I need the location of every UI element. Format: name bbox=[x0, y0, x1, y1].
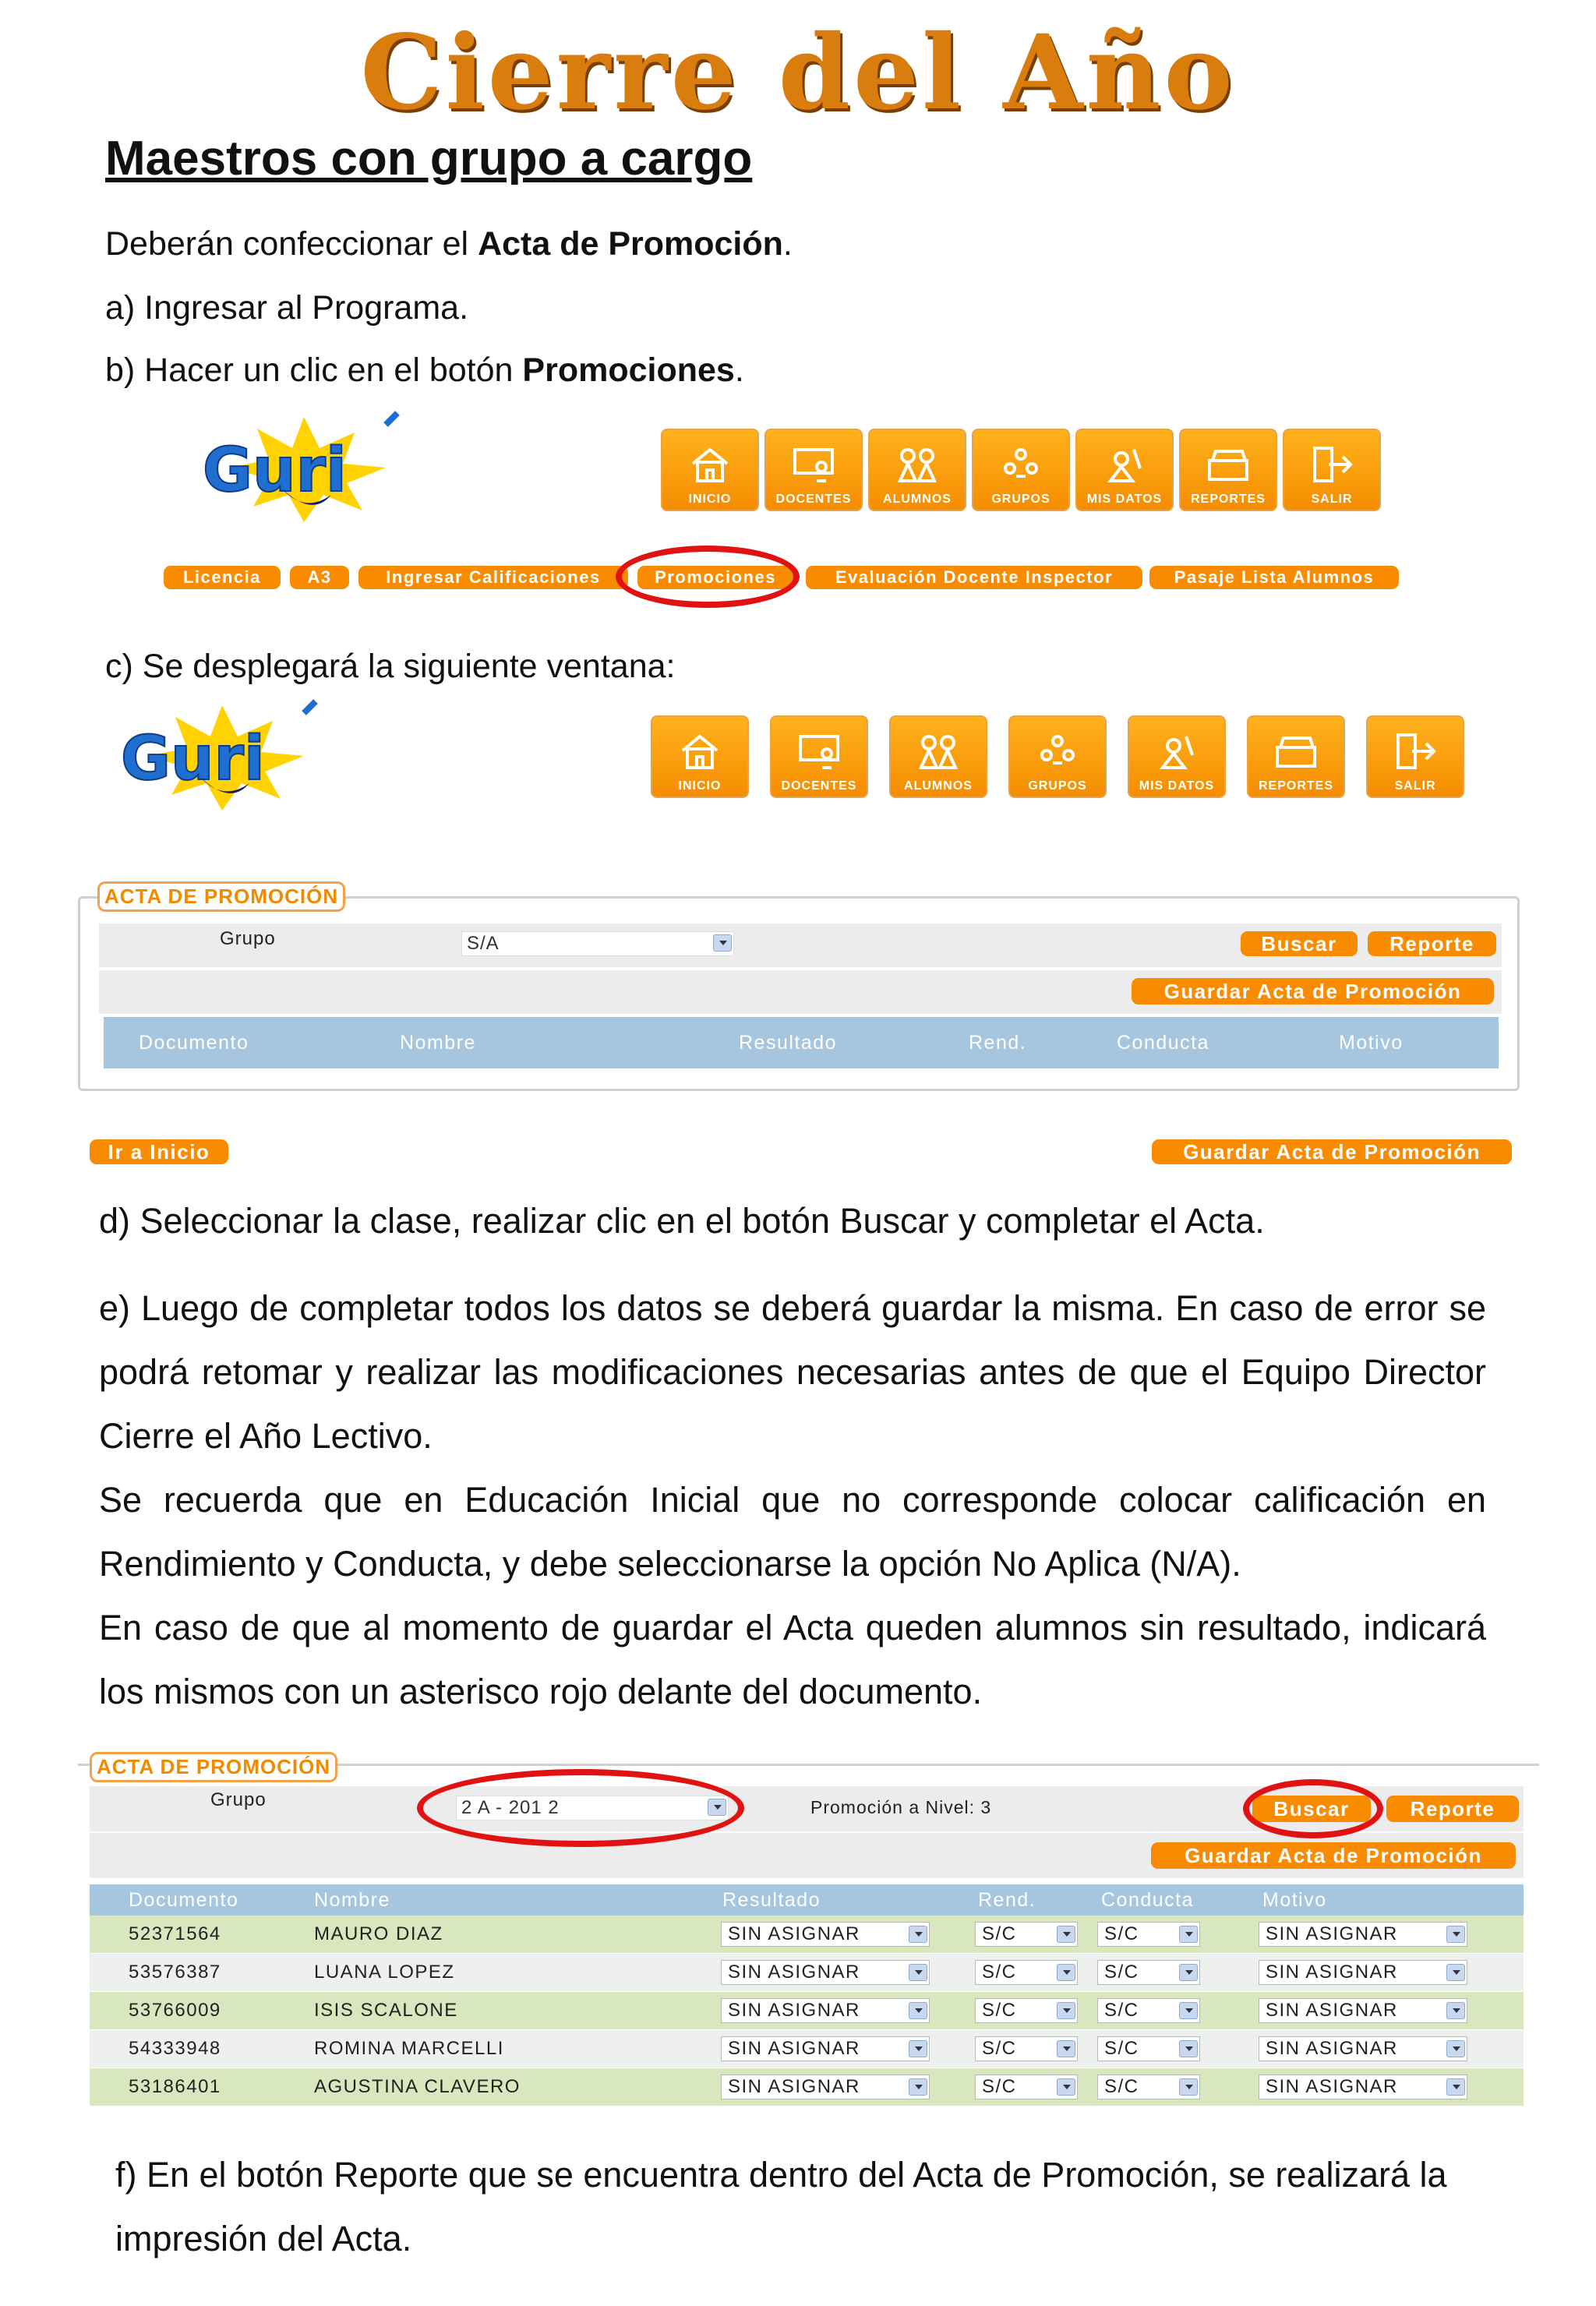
motivo-select-value: SIN ASIGNAR bbox=[1266, 2076, 1398, 2097]
motivo-select[interactable] bbox=[1259, 1960, 1467, 1985]
chevron-down-icon bbox=[1179, 2040, 1198, 2057]
grupo-label: Grupo bbox=[220, 928, 276, 949]
promociones-highlight bbox=[616, 546, 800, 608]
exit-icon bbox=[1308, 445, 1355, 493]
chevron-down-icon bbox=[1057, 1926, 1075, 1943]
chevron-down-icon bbox=[1057, 1964, 1075, 1981]
resultado-select[interactable] bbox=[721, 2075, 930, 2099]
submenu-licencia-button[interactable]: Licencia bbox=[164, 566, 281, 589]
chevron-down-icon bbox=[909, 1964, 927, 1981]
col-nombre: Nombre bbox=[314, 1888, 390, 1911]
conducta-select-value: S/C bbox=[1104, 2076, 1139, 2097]
buscar-button[interactable]: Buscar bbox=[1241, 931, 1358, 956]
home-icon bbox=[676, 732, 723, 779]
guardar-acta-bottom-button[interactable]: Guardar Acta de Promoción bbox=[1152, 1139, 1512, 1164]
step-e: e) Luego de completar todos los datos se deberá guardar la misma. En caso de error se podrá retomar y realizar las modificaciones necesarias antes de que el Equipo Director Cierre el Año Lectivo. bbox=[99, 1288, 1486, 1456]
alumnos-icon bbox=[894, 445, 941, 493]
resultado-select[interactable] bbox=[721, 2036, 930, 2061]
table-body bbox=[90, 1916, 1524, 2106]
ir-a-inicio-button[interactable]: Ir a Inicio bbox=[90, 1139, 228, 1164]
rend-select[interactable] bbox=[975, 1998, 1078, 2023]
reporte-button[interactable]: Reporte bbox=[1368, 931, 1496, 956]
nav-inicio-button[interactable] bbox=[661, 429, 759, 511]
acta-table bbox=[90, 1884, 1524, 2110]
nav-label: DOCENTES bbox=[775, 493, 852, 506]
main-nav bbox=[661, 429, 1393, 514]
nav-mis-datos-button[interactable] bbox=[1075, 429, 1174, 511]
rend-select-value: S/C bbox=[982, 2000, 1017, 2021]
guri-logo bbox=[187, 409, 421, 526]
motivo-select[interactable] bbox=[1259, 1922, 1467, 1947]
chevron-down-icon bbox=[1179, 2002, 1198, 2019]
buscar-highlight bbox=[1243, 1779, 1383, 1838]
nombre-cell-value: ISIS SCALONE bbox=[314, 2000, 458, 2021]
motivo-select[interactable] bbox=[1259, 2036, 1467, 2061]
step-d: d) Seleccionar la clase, realizar clic en el botón Buscar y completar el Acta. bbox=[99, 1201, 1265, 1241]
chevron-down-icon bbox=[1446, 2078, 1465, 2096]
col-documento: Documento bbox=[139, 1031, 249, 1054]
save-bar bbox=[99, 970, 1502, 1014]
nav-grupos-button[interactable] bbox=[1008, 715, 1107, 798]
col-documento: Documento bbox=[129, 1888, 239, 1911]
resultado-select[interactable] bbox=[721, 1922, 930, 1947]
page-title: Cierre del Año bbox=[360, 12, 1236, 133]
promocion-nivel: Promoción a Nivel: 3 bbox=[810, 1797, 992, 1817]
nav-docentes-button[interactable] bbox=[764, 429, 863, 511]
grupos-icon bbox=[1034, 732, 1081, 779]
step-c: c) Se desplegará la siguiente ventana: bbox=[105, 648, 676, 685]
col-motivo: Motivo bbox=[1339, 1031, 1404, 1054]
resultado-select[interactable] bbox=[721, 1998, 930, 2023]
conducta-select[interactable] bbox=[1097, 2075, 1200, 2099]
resultado-select-value: SIN ASIGNAR bbox=[728, 2000, 860, 2021]
guardar-acta-button-2[interactable]: Guardar Acta de Promoción bbox=[1151, 1842, 1516, 1869]
reporte-button-2[interactable]: Reporte bbox=[1386, 1796, 1519, 1822]
conducta-select-value: S/C bbox=[1104, 1923, 1139, 1944]
table-row bbox=[90, 2068, 1524, 2106]
nombre-cell bbox=[314, 2030, 504, 2068]
submenu-pasaje-lista-alumnos-button[interactable]: Pasaje Lista Alumnos bbox=[1149, 566, 1399, 589]
grupo-select-value-2: 2 A - 201 2 bbox=[461, 1797, 560, 1818]
nombre-cell bbox=[314, 1916, 443, 1953]
nav-grupos-button[interactable] bbox=[972, 429, 1070, 511]
motivo-select[interactable] bbox=[1259, 2075, 1467, 2099]
reportes-icon bbox=[1273, 732, 1319, 779]
documento-cell bbox=[129, 2030, 221, 2068]
documento-cell-value: 52371564 bbox=[129, 1923, 221, 1944]
chevron-down-icon bbox=[1057, 2078, 1075, 2096]
motivo-select-value: SIN ASIGNAR bbox=[1266, 1962, 1398, 1983]
nav-reportes-button[interactable] bbox=[1247, 715, 1345, 798]
rend-select-value: S/C bbox=[982, 2076, 1017, 2097]
nav-label: GRUPOS bbox=[1028, 779, 1087, 793]
grupo-select[interactable] bbox=[461, 931, 734, 956]
chevron-down-icon bbox=[1179, 1926, 1198, 1943]
rend-select[interactable] bbox=[975, 1922, 1078, 1947]
docentes-icon bbox=[790, 445, 837, 493]
table-header-2 bbox=[90, 1884, 1524, 1916]
chevron-down-icon bbox=[909, 1926, 927, 1943]
nav-docentes-button[interactable] bbox=[770, 715, 868, 798]
rend-select-value: S/C bbox=[982, 1962, 1017, 1983]
chevron-down-icon bbox=[909, 2002, 927, 2019]
docentes-icon bbox=[796, 732, 842, 779]
rend-select-value: S/C bbox=[982, 1923, 1017, 1944]
nav-label: ALUMNOS bbox=[883, 493, 952, 506]
nombre-cell-value: MAURO DIAZ bbox=[314, 1923, 443, 1944]
submenu-a3-button[interactable]: A3 bbox=[290, 566, 349, 589]
guardar-acta-button[interactable]: Guardar Acta de Promoción bbox=[1132, 978, 1494, 1005]
step-b: b) Hacer un clic en el botón Promociones. bbox=[105, 351, 744, 389]
table-row bbox=[90, 1916, 1524, 1953]
conducta-select[interactable] bbox=[1097, 1998, 1200, 2023]
resultado-select-value: SIN ASIGNAR bbox=[728, 2076, 860, 2097]
chevron-down-icon bbox=[1057, 2002, 1075, 2019]
nav-inicio-button[interactable] bbox=[651, 715, 749, 798]
col-rend: Rend. bbox=[969, 1031, 1027, 1054]
panel2-legend: ACTA DE PROMOCIÓN bbox=[90, 1752, 337, 1782]
filter-bar bbox=[99, 923, 1502, 967]
chevron-down-icon bbox=[909, 2078, 927, 2096]
conducta-select-value: S/C bbox=[1104, 2000, 1139, 2021]
guri-logo-2 bbox=[105, 697, 339, 814]
grupo-label-2: Grupo bbox=[210, 1789, 267, 1810]
col-motivo: Motivo bbox=[1262, 1888, 1327, 1911]
motivo-select-value: SIN ASIGNAR bbox=[1266, 2000, 1398, 2021]
chevron-down-icon bbox=[1057, 2040, 1075, 2057]
resultado-select-value: SIN ASIGNAR bbox=[728, 1962, 860, 1983]
resultado-select-value: SIN ASIGNAR bbox=[728, 2038, 860, 2059]
submenu-ingresar-calificaciones-button[interactable]: Ingresar Calificaciones bbox=[358, 566, 628, 589]
nombre-cell bbox=[314, 2068, 521, 2106]
note-asterisco: En caso de que al momento de guardar el Acta queden alumnos sin resultado, indicará los mismos con un asterisco rojo delante del documento. bbox=[99, 1608, 1486, 1711]
logo-lettering: Guri bbox=[121, 724, 265, 794]
chevron-down-icon bbox=[1179, 1964, 1198, 1981]
rend-select-value: S/C bbox=[982, 2038, 1017, 2059]
reportes-icon bbox=[1205, 445, 1252, 493]
mis-datos-icon bbox=[1101, 445, 1148, 493]
nav-salir-button[interactable] bbox=[1283, 429, 1381, 511]
rend-select[interactable] bbox=[975, 2075, 1078, 2099]
nav-alumnos-button[interactable] bbox=[889, 715, 987, 798]
nav-label: DOCENTES bbox=[781, 779, 857, 793]
nav-label: REPORTES bbox=[1190, 493, 1266, 506]
resultado-select-value: SIN ASIGNAR bbox=[728, 1923, 860, 1944]
conducta-select-value: S/C bbox=[1104, 2038, 1139, 2059]
nombre-cell-value: AGUSTINA CLAVERO bbox=[314, 2076, 521, 2097]
acta-panel-empty bbox=[78, 885, 1520, 1091]
table-row bbox=[90, 1992, 1524, 2029]
nav-label: INICIO bbox=[678, 779, 722, 793]
col-resultado: Resultado bbox=[722, 1888, 821, 1911]
save-bar-2 bbox=[90, 1833, 1524, 1878]
nav-alumnos-button[interactable] bbox=[868, 429, 966, 511]
nav-salir-button[interactable] bbox=[1366, 715, 1464, 798]
buscar-button-2[interactable]: Buscar bbox=[1252, 1796, 1371, 1822]
documento-cell-value: 53186401 bbox=[129, 2076, 221, 2097]
motivo-select[interactable] bbox=[1259, 1998, 1467, 2023]
chevron-down-icon bbox=[1446, 2002, 1465, 2019]
rend-select[interactable] bbox=[975, 2036, 1078, 2061]
step-a: a) Ingresar al Programa. bbox=[105, 289, 469, 327]
main-nav-2 bbox=[651, 715, 1492, 801]
documento-cell-value: 53766009 bbox=[129, 2000, 221, 2021]
col-conducta: Conducta bbox=[1101, 1888, 1195, 1911]
nav-label: REPORTES bbox=[1258, 779, 1333, 793]
nombre-cell bbox=[314, 1954, 455, 1991]
submenu-evaluaci-n-docente-inspector-button[interactable]: Evaluación Docente Inspector bbox=[806, 566, 1142, 589]
alumnos-icon bbox=[915, 732, 962, 779]
conducta-select-value: S/C bbox=[1104, 1962, 1139, 1983]
col-conducta: Conducta bbox=[1117, 1031, 1210, 1054]
note-educacion-inicial: Se recuerda que en Educación Inicial que no corresponde colocar calificación en Rendimiento y Conducta, y debe seleccionarse la opción No Aplica (N/A). bbox=[99, 1480, 1486, 1584]
documento-cell-value: 54333948 bbox=[129, 2038, 221, 2059]
exit-icon bbox=[1392, 732, 1439, 779]
documento-cell bbox=[129, 1916, 221, 1953]
chevron-down-icon bbox=[1446, 1964, 1465, 1981]
nav-mis-datos-button[interactable] bbox=[1128, 715, 1226, 798]
grupo-select-value: S/A bbox=[467, 933, 500, 954]
nombre-cell-value: ROMINA MARCELLI bbox=[314, 2038, 504, 2059]
chevron-down-icon bbox=[1446, 2040, 1465, 2057]
col-nombre: Nombre bbox=[400, 1031, 476, 1054]
submenu-promociones-button[interactable]: Promociones bbox=[637, 566, 793, 589]
chevron-down-icon bbox=[713, 934, 732, 952]
mis-datos-icon bbox=[1153, 732, 1200, 779]
nav-label: SALIR bbox=[1311, 493, 1353, 506]
home-icon bbox=[687, 445, 733, 493]
nombre-cell-value: LUANA LOPEZ bbox=[314, 1962, 455, 1983]
motivo-select-value: SIN ASIGNAR bbox=[1266, 1923, 1398, 1944]
col-resultado: Resultado bbox=[739, 1031, 838, 1054]
documento-cell-value: 53576387 bbox=[129, 1962, 221, 1983]
resultado-select[interactable] bbox=[721, 1960, 930, 1985]
nav-label: MIS DATOS bbox=[1139, 779, 1215, 793]
nav-label: SALIR bbox=[1394, 779, 1436, 793]
table-header bbox=[104, 1017, 1499, 1068]
col-rend: Rend. bbox=[978, 1888, 1036, 1911]
logo-lettering: Guri bbox=[203, 436, 347, 506]
nav-label: MIS DATOS bbox=[1086, 493, 1163, 506]
rend-select[interactable] bbox=[975, 1960, 1078, 1985]
table-row bbox=[90, 1954, 1524, 1991]
grupo-highlight bbox=[417, 1769, 744, 1847]
panel-legend: ACTA DE PROMOCIÓN bbox=[97, 881, 345, 912]
motivo-select-value: SIN ASIGNAR bbox=[1266, 2038, 1398, 2059]
step-f: f) En el botón Reporte que se encuentra dentro del Acta de Promoción, se realizará la impresión del Acta. bbox=[115, 2155, 1447, 2258]
nav-label: GRUPOS bbox=[991, 493, 1050, 506]
table-row bbox=[90, 2030, 1524, 2068]
intro-text: Deberán confeccionar el Acta de Promoción. bbox=[105, 225, 793, 263]
chevron-down-icon bbox=[1179, 2078, 1198, 2096]
documento-cell bbox=[129, 1992, 221, 2029]
documento-cell bbox=[129, 1954, 221, 1991]
nombre-cell bbox=[314, 1992, 458, 2029]
chevron-down-icon bbox=[909, 2040, 927, 2057]
chevron-down-icon bbox=[1446, 1926, 1465, 1943]
nav-label: ALUMNOS bbox=[904, 779, 973, 793]
conducta-select[interactable] bbox=[1097, 1960, 1200, 1985]
documento-cell bbox=[129, 2068, 221, 2106]
conducta-select[interactable] bbox=[1097, 1922, 1200, 1947]
section-heading: Maestros con grupo a cargo bbox=[105, 132, 753, 185]
nav-label: INICIO bbox=[688, 493, 732, 506]
nav-reportes-button[interactable] bbox=[1179, 429, 1277, 511]
conducta-select[interactable] bbox=[1097, 2036, 1200, 2061]
grupos-icon bbox=[998, 445, 1044, 493]
